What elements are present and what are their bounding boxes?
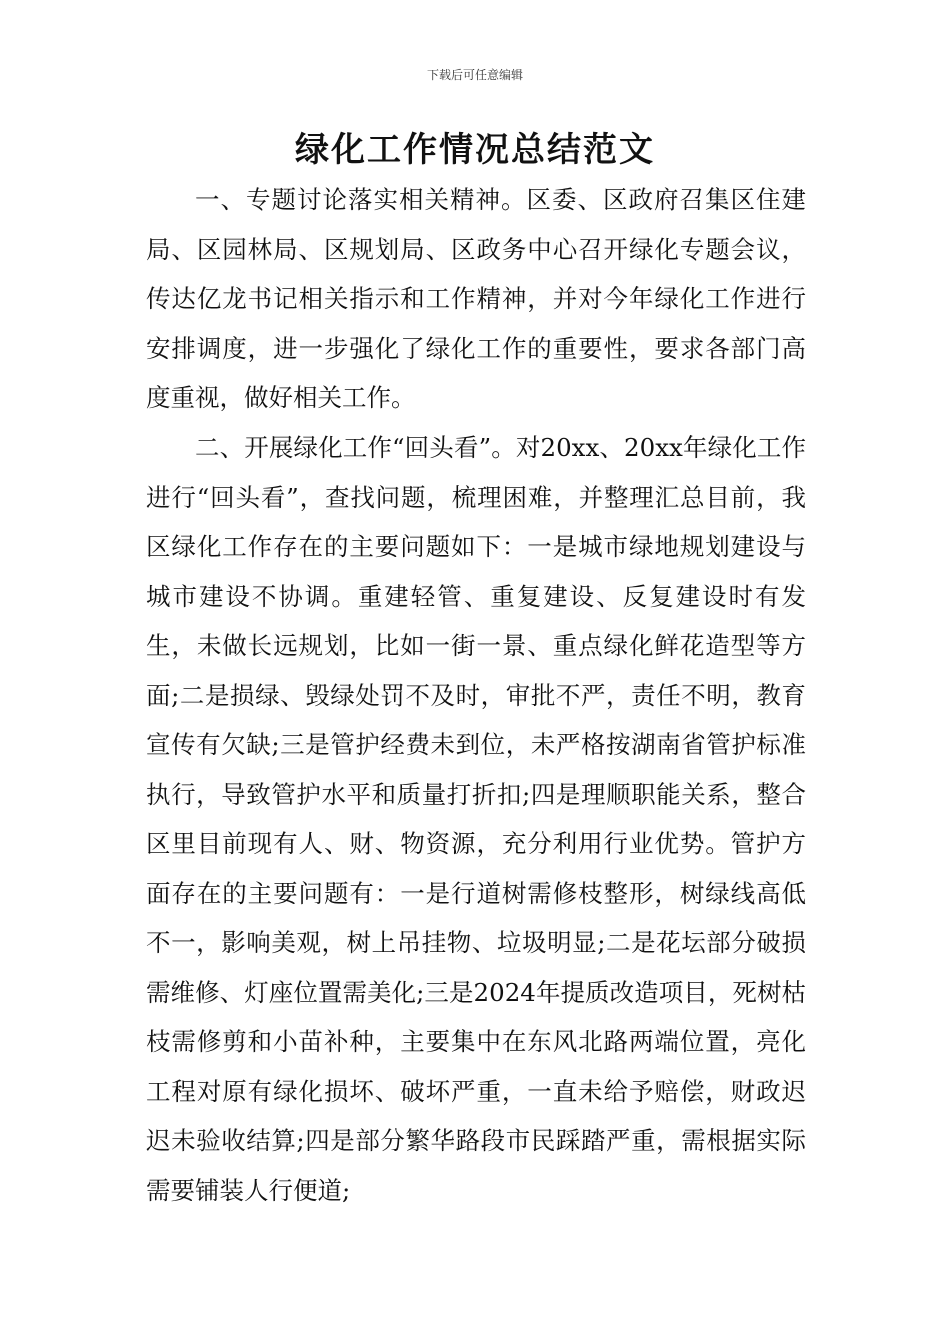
document-title: 绿化工作情况总结范文 (295, 130, 655, 170)
paragraph-1: 一、专题讨论落实相关精神。区委、区政府召集区住建局、区园林局、区规划局、区政务中心召开绿化专题会议，传达亿龙书记相关指示和工作精神，并对今年绿化工作进行安排调度，进一步强化了绿化工作的重要性，要求各部门高度重视，做好相关工作。 (146, 185, 806, 412)
paragraph-2: 二、开展绿化工作“回头看”。对20xx、20xx年绿化工作进行“回头看”，查找问题，梳理困难，并整理汇总目前，我区绿化工作存在的主要问题如下：一是城市绿地规划建设与城市建设不协调。重建轻管、重复建设、反复建设时有发生，未做长远规划，比如一街一景、重点绿化鲜花造型等方面;二是损绿、毁绿处罚不及时，审批不严，责任不明，教育宣传有欠缺;三是管护经费未到位，未严格按湖南省管护标准执行，导致管护水平和质量打折扣;四是理顺职能关系，整合区里目前现有人、财、物资源，充分利用行业优势。管护方面存在的主要问题有：一是行道树需修枝整形，树绿线高低不一，影响美观，树上吊挂物、垃圾明显;二是花坛部分破损需维修、灯座位置需美化;三是2024年提质改造项目，死树枯枝需修剪和小苗补种，主要集中在东风北路两端位置，亮化工程对原有绿化损坏、破坏严重，一直未给予赔偿，财政迟迟未验收结算;四是部分繁华路段市民踩踏严重，需根据实际需要铺装人行便道; (146, 433, 806, 1205)
header-note: 下载后可任意编辑 (426, 68, 523, 82)
